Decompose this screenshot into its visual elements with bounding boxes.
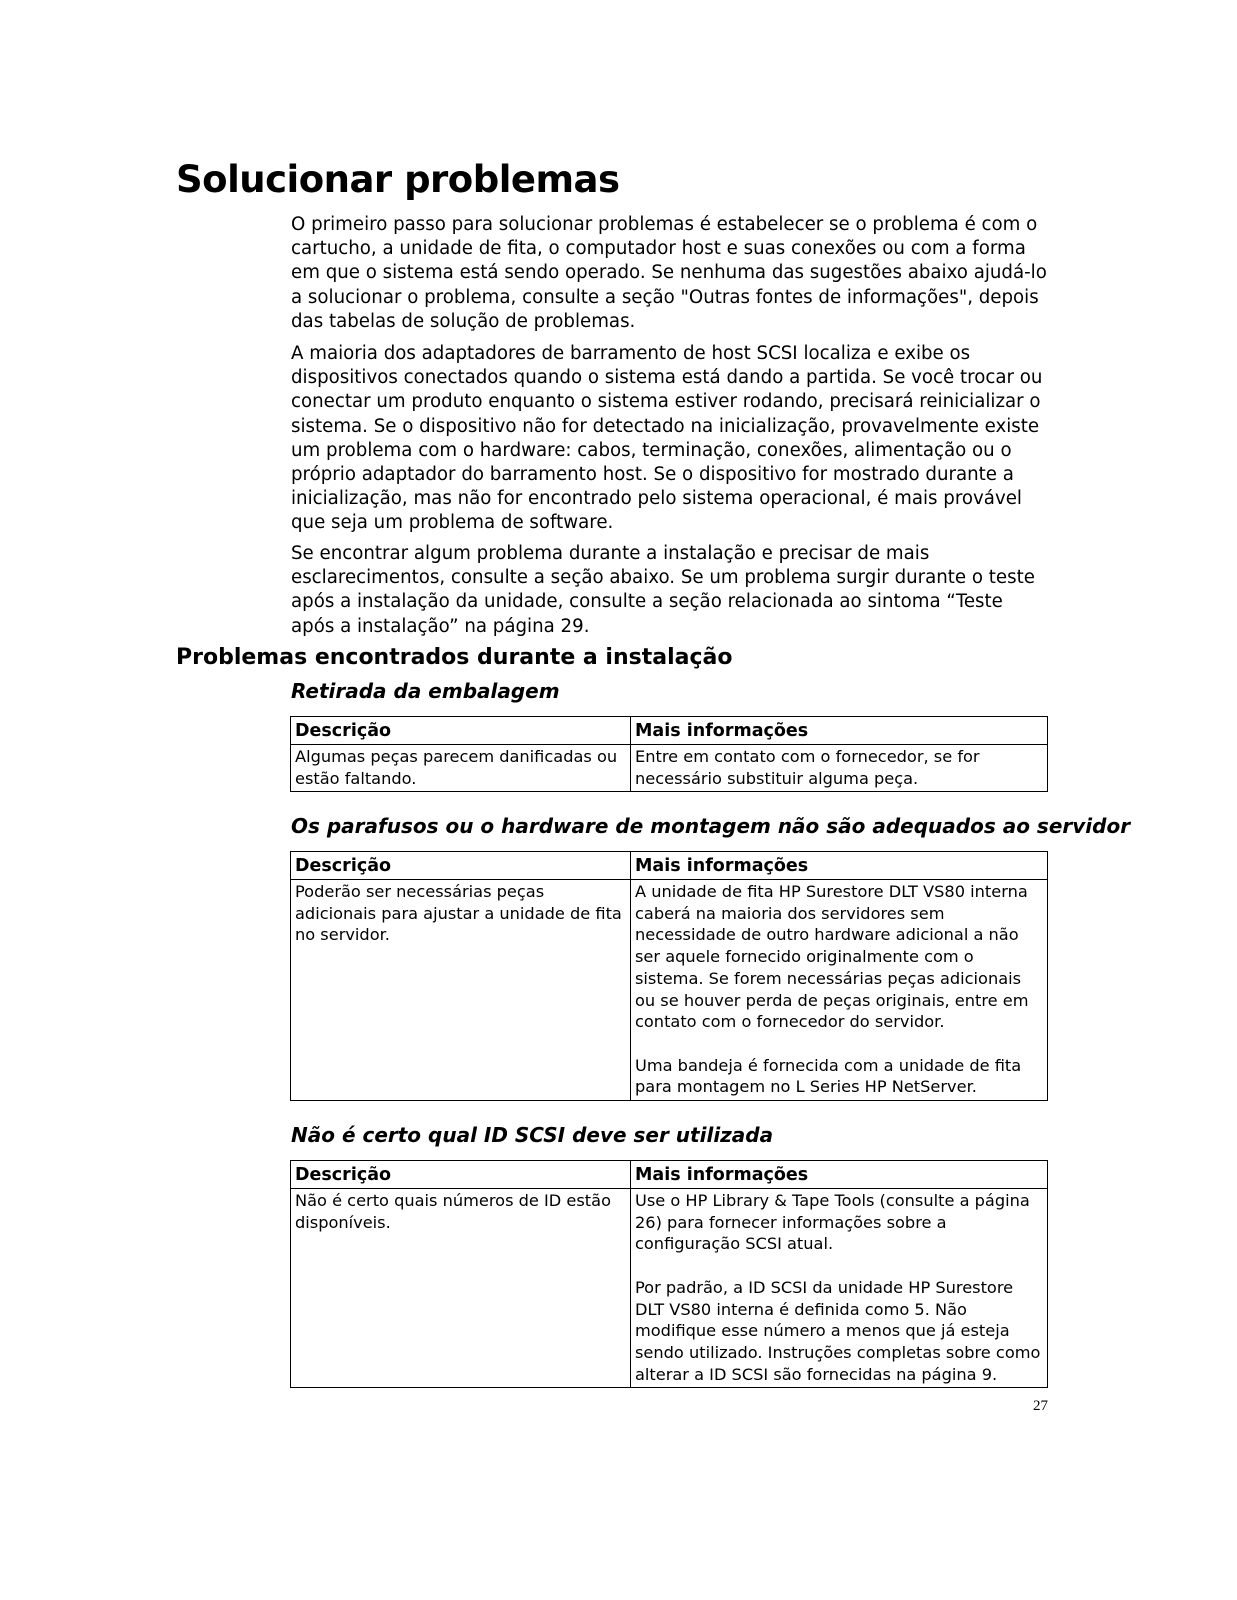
info-paragraph: Por padrão, a ID SCSI da unidade HP Surestore DLT VS80 interna é definida como 5. Não modifique esse número a menos que já esteja sendo utilizado. Instruções completas sobre como alterar a ID SCSI são fornecidas na página 9. (635, 1277, 1041, 1384)
description-cell: Poderão ser necessárias peças adicionais para ajustar a unidade de fita no servidor. (291, 880, 631, 1101)
info-cell (631, 1189, 1048, 1388)
table-row (291, 1189, 1048, 1388)
description-cell: Não é certo quais números de ID estão disponíveis. (291, 1189, 631, 1388)
info-paragraph: A unidade de fita HP Surestore DLT VS80 interna caberá na maioria dos servidores sem necessidade de outro hardware adicional a não ser aquele fornecido originalmente com o sistema. Se forem necessárias peças adicionais ou se houver perda de peças originais, entre em contato com o fornecedor do servidor. (635, 882, 1029, 1032)
table-mounting-hardware (290, 851, 1048, 1101)
description-cell: Algumas peças parecem danificadas ou estão faltando. (291, 745, 631, 792)
paragraph-gap (635, 1033, 1043, 1055)
page-title: Solucionar problemas (176, 158, 620, 201)
paragraph-gap (635, 1255, 1043, 1277)
table-row (291, 745, 1048, 792)
table-scsi-id (290, 1160, 1048, 1388)
column-header-more-info: Mais informações (631, 1161, 1048, 1189)
column-header-more-info: Mais informações (631, 717, 1048, 745)
table-header-row (291, 1161, 1048, 1189)
intro-paragraph-2 (291, 342, 1051, 536)
intro-paragraph-2-text: A maioria dos adaptadores de barramento de host SCSI localiza e exibe os dispositivos conectados quando o sistema está dando a partida. Se você trocar ou conectar um produto enquanto o sistema estiver rodando, precisará reinicializar o sistema. Se o dispositivo não for detectado na inicialização, provavelmente existe um problema com o hardware: cabos, terminação, conexões, alimentação ou o próprio adaptador do barramento host. Se o dispositivo for mostrado durante a inicialização, mas não for encontrado pelo sistema operacional, é mais provável que seja um problema de software. (291, 343, 1043, 534)
table-unpacking (290, 716, 1048, 792)
table-heading-mounting-hardware: Os parafusos ou o hardware de montagem não são adequados ao servidor (291, 814, 1131, 838)
table-heading-scsi-id: Não é certo qual ID SCSI deve ser utilizada (291, 1123, 774, 1147)
info-paragraph: Use o HP Library & Tape Tools (consulte a página 26) para fornecer informações sobre a configuração SCSI atual. (635, 1191, 1030, 1254)
section-title: Problemas encontrados durante a instalação (176, 645, 733, 670)
column-header-description: Descrição (291, 717, 631, 745)
info-paragraph: Entre em contato com o fornecedor, se for necessário substituir alguma peça. (635, 747, 980, 788)
info-cell (631, 745, 1048, 792)
table-header-row (291, 717, 1048, 745)
intro-paragraph-3-text: Se encontrar algum problema durante a instalação e precisar de mais esclarecimentos, consulte a seção abaixo. Se um problema surgir durante o teste após a instalação da unidade, consulte a seção relacionada ao sintoma “Teste após a instalação” na página 29. (291, 543, 1035, 637)
intro-paragraph-1-text: O primeiro passo para solucionar problemas é estabelecer se o problema é com o cartucho, a unidade de fita, o computador host e suas conexões ou com a forma em que o sistema está sendo operado. Se nenhuma das sugestões abaixo ajudá-lo a solucionar o problema, consulte a seção "Outras fontes de informações", depois das tabelas de solução de problemas. (291, 214, 1047, 332)
info-paragraph: Uma bandeja é fornecida com a unidade de fita para montagem no L Series HP NetServer. (635, 1055, 1022, 1097)
intro-paragraph-3 (291, 542, 1051, 639)
intro-paragraph-1 (291, 213, 1051, 334)
info-cell (631, 880, 1048, 1101)
page-number: 27 (1033, 1398, 1048, 1414)
column-header-more-info: Mais informações (631, 852, 1048, 880)
column-header-description: Descrição (291, 852, 631, 880)
table-heading-unpacking: Retirada da embalagem (291, 679, 560, 703)
column-header-description: Descrição (291, 1161, 631, 1189)
table-header-row (291, 852, 1048, 880)
table-row (291, 880, 1048, 1101)
